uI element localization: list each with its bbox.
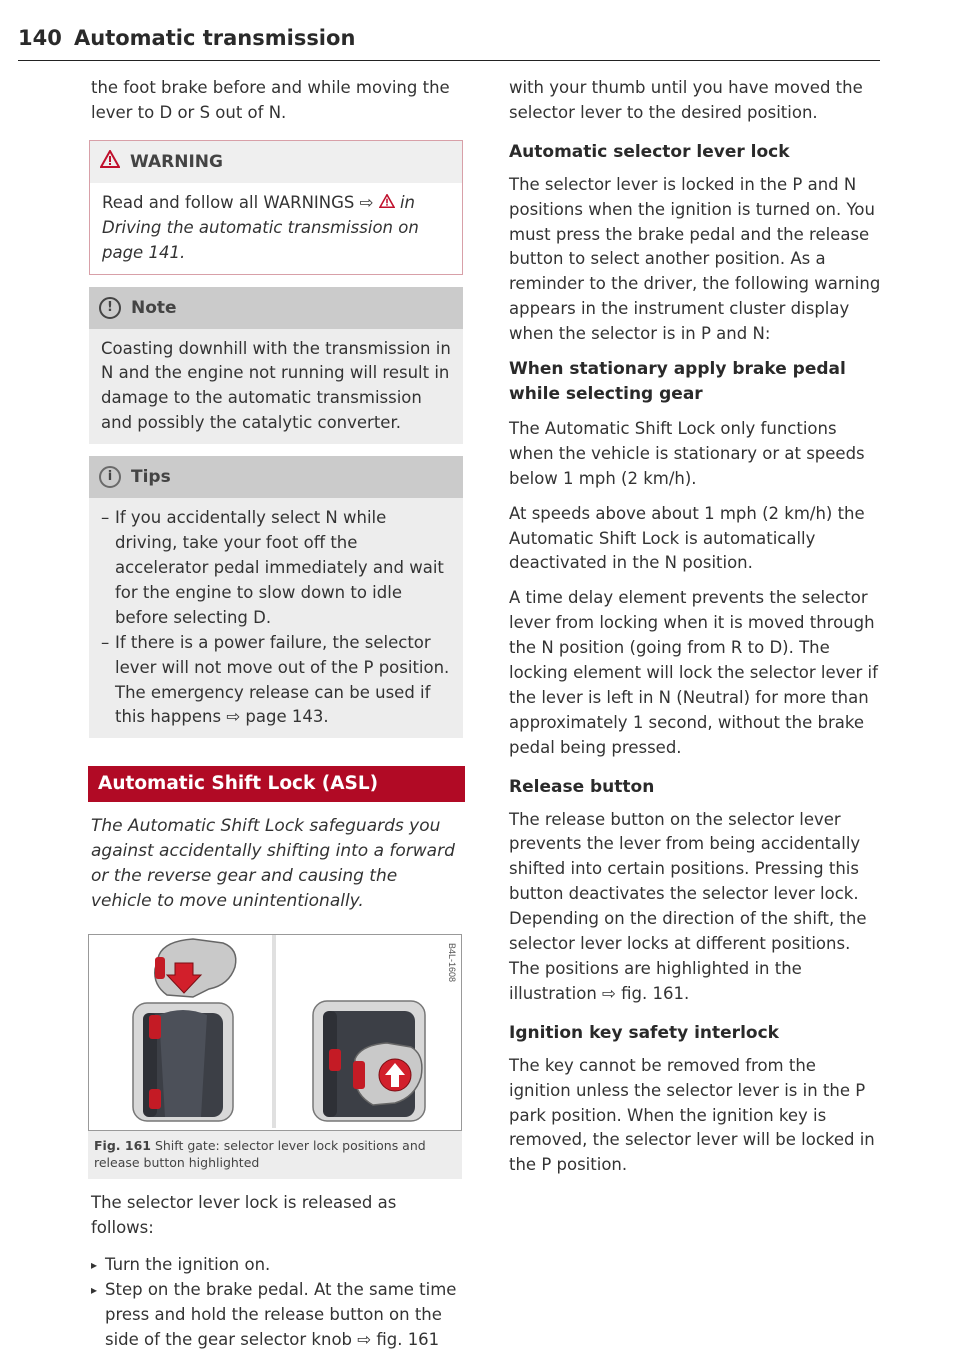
gear-selector-illustration (89, 935, 461, 1128)
paragraph: The release button on the selector lever prevents the lever from being accidentally shifted into certain positions. Pressing this button deactivates the selector lever lock. Depending on the direction of the shift, the selector lever locks at different positions. The positions are highlighted in the illustration ⇨ fig. 161. (509, 809, 867, 1003)
note-box (89, 287, 463, 445)
paragraph: The key cannot be removed from the ignition unless the selector lever is in the P park position. When the ignition key is removed, the selector lever will be locked in the P position. (509, 1055, 875, 1175)
paragraph: with your thumb until you have moved the selector lever to the desired position. (509, 78, 863, 122)
note-icon: ! (99, 297, 121, 319)
info-icon: i (99, 466, 121, 488)
note-body (89, 329, 463, 445)
paragraph: the foot brake before and while moving the lever to D or S out of N. (91, 78, 450, 122)
note-text: Coasting downhill with the transmission in N and the engine not running will result in damage to the automatic transmission and possibly the catalytic converter. (101, 338, 451, 433)
step-item: ▸ Turn the ignition on. (91, 1253, 463, 1278)
subheading: Ignition key safety interlock (509, 1022, 779, 1043)
warning-link[interactable]: in Driving the automatic transmission on page 141. (102, 192, 419, 262)
step-item: ▸ Step on the brake pedal. At the same time press and hold the release button on the side of the gear selector knob ⇨ fig. 161 (91, 1278, 463, 1353)
figure-caption-text: Shift gate: selector lever lock positions and release button highlighted (94, 1138, 426, 1171)
warning-title: WARNING (130, 151, 223, 172)
page-number: 140 (18, 26, 62, 50)
warning-text: Read and follow all WARNINGS ⇨ (102, 192, 379, 212)
warning-body (90, 183, 462, 274)
subheading: Release button (509, 776, 655, 797)
note-title: Note (131, 297, 177, 318)
figure-label: Fig. 161 (94, 1138, 151, 1154)
warning-header (90, 141, 462, 183)
figure-code: B4L-1608 (447, 943, 457, 983)
figure-image (88, 934, 462, 1131)
section-title: Automatic transmission (74, 26, 356, 50)
subheading: Automatic selector lever lock (509, 141, 790, 162)
paragraph: The selector lever is locked in the P and N positions when the ignition is turned on. You must press the brake pedal and the release button to select another position. As a reminder to the driver, the following warning appears in the instrument cluster display when the selector is in P and N: (509, 174, 881, 344)
tips-box (89, 456, 463, 738)
figure-caption (88, 1131, 462, 1179)
paragraph: The selector lever lock is released as follows: (91, 1193, 397, 1238)
section-intro: The Automatic Shift Lock safeguards you against accidentally shifting into a forward or the reverse gear and causing the vehicle to move unintentionally. (91, 816, 455, 912)
subheading: When stationary apply brake pedal while selecting gear (509, 359, 846, 404)
paragraph: The Automatic Shift Lock only functions when the vehicle is stationary or at speeds below 1 mph (2 km/h). (509, 418, 865, 488)
right-column (509, 76, 881, 1178)
warning-triangle-icon (379, 193, 395, 212)
page-header (18, 26, 880, 61)
tips-item: – If you accidentally select N while driving, take your foot off the accelerator pedal immediately and wait for the engine to slow down to idle before selecting D. (101, 506, 451, 631)
warning-triangle-icon (100, 150, 120, 173)
section-banner: Automatic Shift Lock (ASL) (88, 766, 465, 802)
tips-body (89, 498, 463, 738)
left-column (91, 76, 463, 1353)
figure (88, 934, 462, 1179)
paragraph: At speeds above about 1 mph (2 km/h) the Automatic Shift Lock is automatically deactivated in the N position. (509, 503, 865, 573)
note-header (89, 287, 463, 329)
tips-title: Tips (131, 467, 171, 488)
tips-item: – If there is a power failure, the selector lever will not move out of the P position. The emergency release can be used if this happens ⇨ page 143. (101, 631, 451, 731)
warning-box (89, 140, 463, 275)
paragraph: A time delay element prevents the selector lever from locking when it is moved through the N position (going from R to D). The locking element will lock the selector lever if the lever is left in N (Neutral) for more than approximately 1 second, without the brake pedal being pressed. (509, 588, 878, 757)
tips-header (89, 456, 463, 498)
